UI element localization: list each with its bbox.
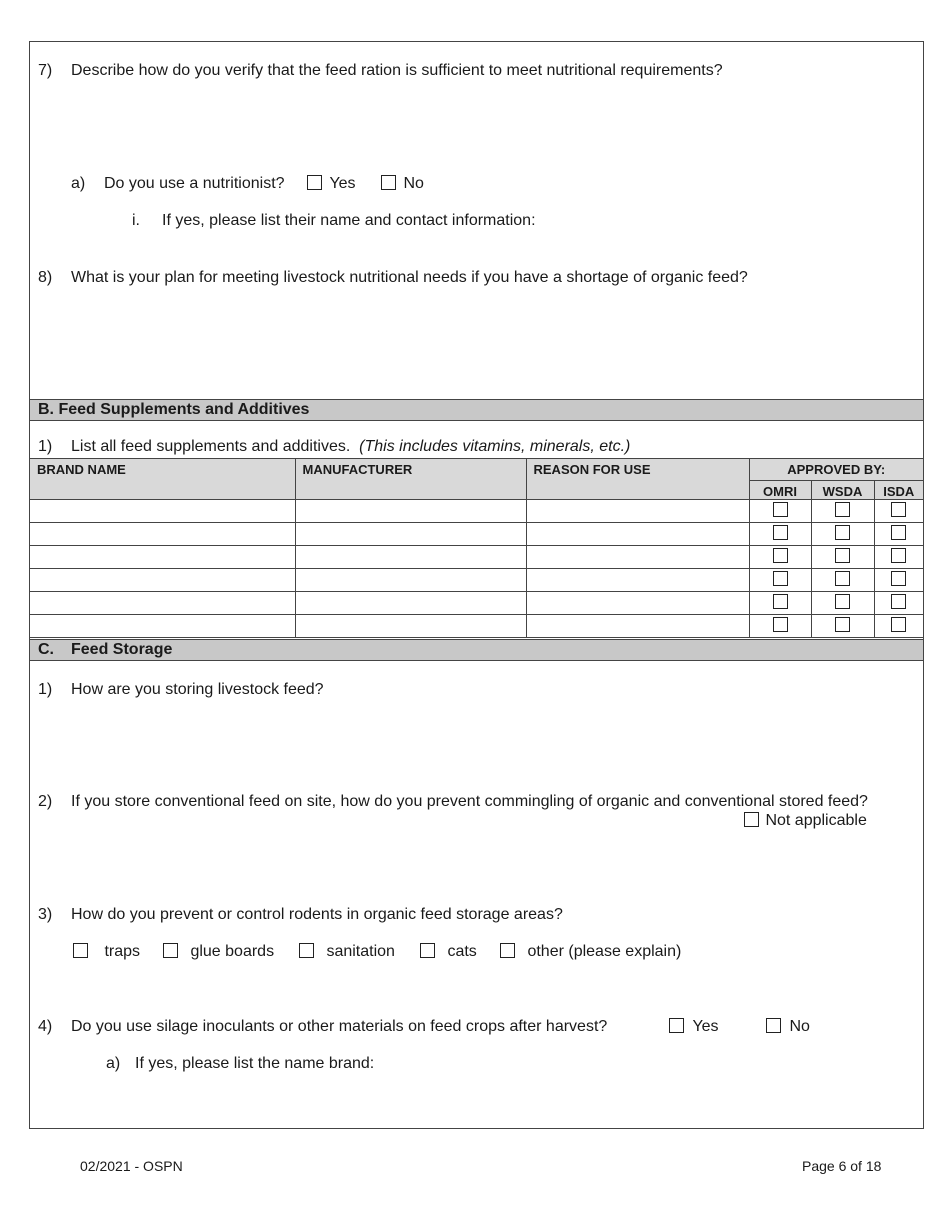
supplements-table [30, 458, 923, 638]
manufacturer-cell[interactable] [295, 569, 526, 592]
omri-checkbox[interactable] [773, 617, 788, 632]
q7-text: Describe how do you verify that the feed ration is sufficient to meet nutritional requirements? [71, 62, 723, 79]
qC4-yes-checkbox[interactable] [669, 1018, 684, 1033]
table-row [30, 500, 923, 523]
brand-name-cell[interactable] [30, 500, 295, 523]
isda-checkbox[interactable] [891, 548, 906, 563]
qC3-number: 3) [38, 906, 53, 923]
qC2-text: If you store conventional feed on site, how do you prevent commingling of organic and conventional stored feed? [71, 793, 868, 810]
q7a-no-option[interactable] [381, 175, 424, 193]
manufacturer-cell[interactable] [295, 523, 526, 546]
omri-checkbox[interactable] [773, 502, 788, 517]
isda-checkbox[interactable] [891, 617, 906, 632]
q7a-yes-checkbox[interactable] [307, 175, 322, 190]
not-applicable-checkbox[interactable] [744, 812, 759, 827]
qC4-no-option[interactable] [766, 1018, 810, 1036]
brand-name-cell[interactable] [30, 592, 295, 615]
sanitation-label: sanitation [326, 943, 395, 960]
col-reason-for-use: REASON FOR USE [526, 459, 749, 500]
table-row [30, 546, 923, 569]
qB1-text: List all feed supplements and additives. [71, 438, 351, 455]
form-frame [29, 41, 924, 1129]
col-omri: OMRI [749, 481, 811, 500]
qC4-yes-option[interactable] [669, 1018, 719, 1036]
qC4-yes-label: Yes [692, 1018, 719, 1035]
other-label: other (please explain) [527, 943, 682, 960]
q7a-yes-label: Yes [329, 175, 356, 192]
table-row [30, 592, 923, 615]
glue-boards-label: glue boards [190, 943, 275, 960]
qC4-no-checkbox[interactable] [766, 1018, 781, 1033]
wsda-checkbox[interactable] [835, 571, 850, 586]
omri-checkbox[interactable] [773, 571, 788, 586]
manufacturer-cell[interactable] [295, 546, 526, 569]
qC2-not-applicable-option[interactable] [744, 812, 867, 830]
rodent-option-cats[interactable] [420, 943, 477, 961]
not-applicable-label: Not applicable [765, 812, 867, 829]
omri-checkbox[interactable] [773, 548, 788, 563]
traps-label: traps [104, 943, 141, 960]
manufacturer-cell[interactable] [295, 500, 526, 523]
brand-name-cell[interactable] [30, 546, 295, 569]
q7a-no-label: No [403, 175, 424, 192]
section-b-header [30, 399, 923, 421]
reason-cell[interactable] [526, 592, 749, 615]
reason-cell[interactable] [526, 546, 749, 569]
brand-name-cell[interactable] [30, 615, 295, 638]
q7ai-number: i. [132, 212, 140, 229]
manufacturer-cell[interactable] [295, 615, 526, 638]
q7a-no-checkbox[interactable] [381, 175, 396, 190]
cats-label: cats [447, 943, 477, 960]
q8-number: 8) [38, 269, 53, 286]
glue-boards-checkbox[interactable] [163, 943, 178, 958]
manufacturer-cell[interactable] [295, 592, 526, 615]
qB1-number: 1) [38, 438, 53, 455]
rodent-option-other[interactable] [500, 943, 681, 961]
reason-cell[interactable] [526, 569, 749, 592]
col-wsda: WSDA [811, 481, 874, 500]
omri-checkbox[interactable] [773, 594, 788, 609]
sanitation-checkbox[interactable] [299, 943, 314, 958]
cats-checkbox[interactable] [420, 943, 435, 958]
q7a-yes-option[interactable] [307, 175, 356, 193]
qC4a-number: a) [106, 1055, 121, 1072]
section-c-title: Feed Storage [71, 641, 173, 658]
reason-cell[interactable] [526, 615, 749, 638]
wsda-checkbox[interactable] [835, 502, 850, 517]
qC4-text: Do you use silage inoculants or other materials on feed crops after harvest? [71, 1018, 608, 1035]
qC4-number: 4) [38, 1018, 53, 1035]
footer-page-number: Page 6 of 18 [802, 1158, 882, 1174]
qB1-text-wrap [71, 438, 630, 456]
q7a-text: Do you use a nutritionist? [104, 175, 285, 192]
traps-checkbox[interactable] [73, 943, 88, 958]
qC1-number: 1) [38, 681, 53, 698]
col-manufacturer: MANUFACTURER [295, 459, 526, 500]
qC4-no-label: No [789, 1018, 810, 1035]
wsda-checkbox[interactable] [835, 525, 850, 540]
q7a-number: a) [71, 175, 86, 192]
rodent-option-traps[interactable] [73, 943, 140, 961]
q7ai-text: If yes, please list their name and contact information: [162, 212, 536, 229]
q7-number: 7) [38, 62, 53, 79]
isda-checkbox[interactable] [891, 571, 906, 586]
reason-cell[interactable] [526, 523, 749, 546]
col-brand-name: BRAND NAME [30, 459, 295, 500]
wsda-checkbox[interactable] [835, 594, 850, 609]
isda-checkbox[interactable] [891, 594, 906, 609]
table-row [30, 523, 923, 546]
qC4a-text: If yes, please list the name brand: [135, 1055, 375, 1072]
brand-name-cell[interactable] [30, 523, 295, 546]
isda-checkbox[interactable] [891, 525, 906, 540]
isda-checkbox[interactable] [891, 502, 906, 517]
qC3-text: How do you prevent or control rodents in organic feed storage areas? [71, 906, 563, 923]
col-isda: ISDA [874, 481, 923, 500]
section-c-letter: C. [38, 641, 54, 658]
table-row [30, 569, 923, 592]
section-b-title: B. Feed Supplements and Additives [38, 401, 310, 418]
brand-name-cell[interactable] [30, 569, 295, 592]
q8-text: What is your plan for meeting livestock nutritional needs if you have a shortage of organic feed? [71, 269, 748, 286]
omri-checkbox[interactable] [773, 525, 788, 540]
rodent-option-glue-boards[interactable] [163, 943, 274, 961]
other-checkbox[interactable] [500, 943, 515, 958]
col-approved-by: APPROVED BY: [749, 459, 923, 481]
qC1-text: How are you storing livestock feed? [71, 681, 324, 698]
qC2-number: 2) [38, 793, 53, 810]
wsda-checkbox[interactable] [835, 617, 850, 632]
rodent-option-sanitation[interactable] [299, 943, 395, 961]
wsda-checkbox[interactable] [835, 548, 850, 563]
footer-date-code: 02/2021 - OSPN [80, 1158, 183, 1174]
reason-cell[interactable] [526, 500, 749, 523]
section-c-header [30, 639, 923, 661]
table-row [30, 615, 923, 638]
qB1-note: (This includes vitamins, minerals, etc.) [359, 438, 631, 455]
